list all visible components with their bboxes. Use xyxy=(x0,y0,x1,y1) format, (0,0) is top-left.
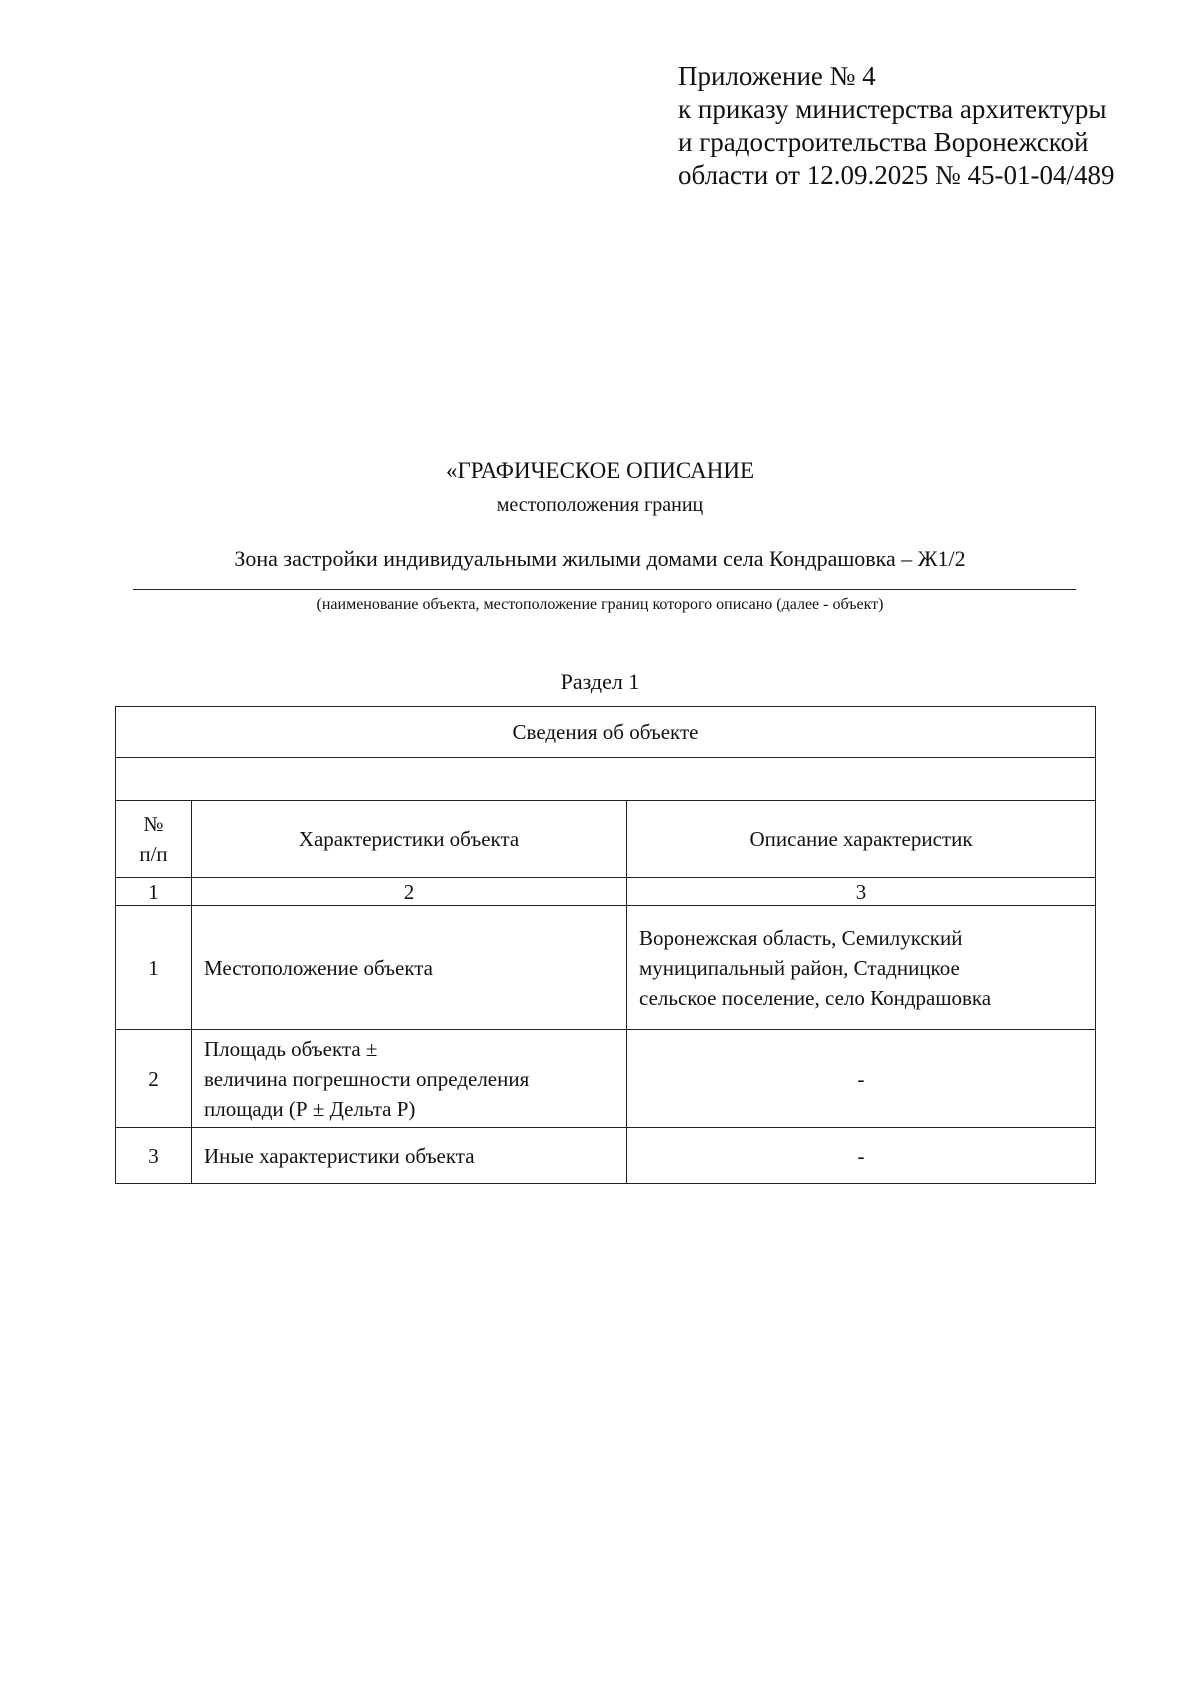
row-description: - xyxy=(627,1030,1096,1128)
appendix-line-2: к приказу министерства архитектуры xyxy=(678,94,1107,124)
row-number: 3 xyxy=(116,1128,192,1184)
row-number: 2 xyxy=(116,1030,192,1128)
appendix-line-3: и градостроительства Воронежской xyxy=(678,127,1089,157)
table-header-row xyxy=(116,801,1096,878)
column-number: 2 xyxy=(192,878,627,906)
object-name: Зона застройки индивидуальными жилыми домами села Кондрашовка – Ж1/2 xyxy=(234,546,966,571)
row-description: Воронежская область, Семилукский муниципальный район, Стадницкое сельское поселение, село Кондрашовка xyxy=(627,906,1096,1030)
column-header-num: № п/п xyxy=(116,801,192,878)
section-label: Раздел 1 xyxy=(560,669,640,694)
table-column-numbers-row xyxy=(116,878,1096,906)
row-characteristic: Площадь объекта ± величина погрешности определения площади (Р ± Дельта Р) xyxy=(192,1030,627,1128)
table-row xyxy=(116,1128,1096,1184)
table-title: Сведения об объекте xyxy=(116,707,1096,758)
column-number: 3 xyxy=(627,878,1096,906)
document-title: «ГРАФИЧЕСКОЕ ОПИСАНИЕ xyxy=(445,458,754,483)
column-number: 1 xyxy=(116,878,192,906)
object-info-table xyxy=(115,706,1096,1184)
row-characteristic: Местоположение объекта xyxy=(192,906,627,1030)
row-description: - xyxy=(627,1128,1096,1184)
document-subtitle: местоположения границ xyxy=(496,494,704,516)
column-header-characteristic: Характеристики объекта xyxy=(192,801,627,878)
row-characteristic: Иные характеристики объекта xyxy=(192,1128,627,1184)
appendix-line-4: области от 12.09.2025 № 45-01-04/489 xyxy=(678,160,1115,190)
object-name-caption: (наименование объекта, местоположение границ которого описано (далее - объект) xyxy=(316,596,884,613)
table-row xyxy=(116,906,1096,1030)
column-header-description: Описание характеристик xyxy=(627,801,1096,878)
appendix-block xyxy=(678,60,1178,192)
object-name-underline xyxy=(133,589,1076,590)
table-title-row xyxy=(116,707,1096,758)
row-number: 1 xyxy=(116,906,192,1030)
table-empty-cell xyxy=(116,758,1096,801)
table-row xyxy=(116,1030,1096,1128)
appendix-line-1: Приложение № 4 xyxy=(678,61,876,91)
table-empty-row xyxy=(116,758,1096,801)
